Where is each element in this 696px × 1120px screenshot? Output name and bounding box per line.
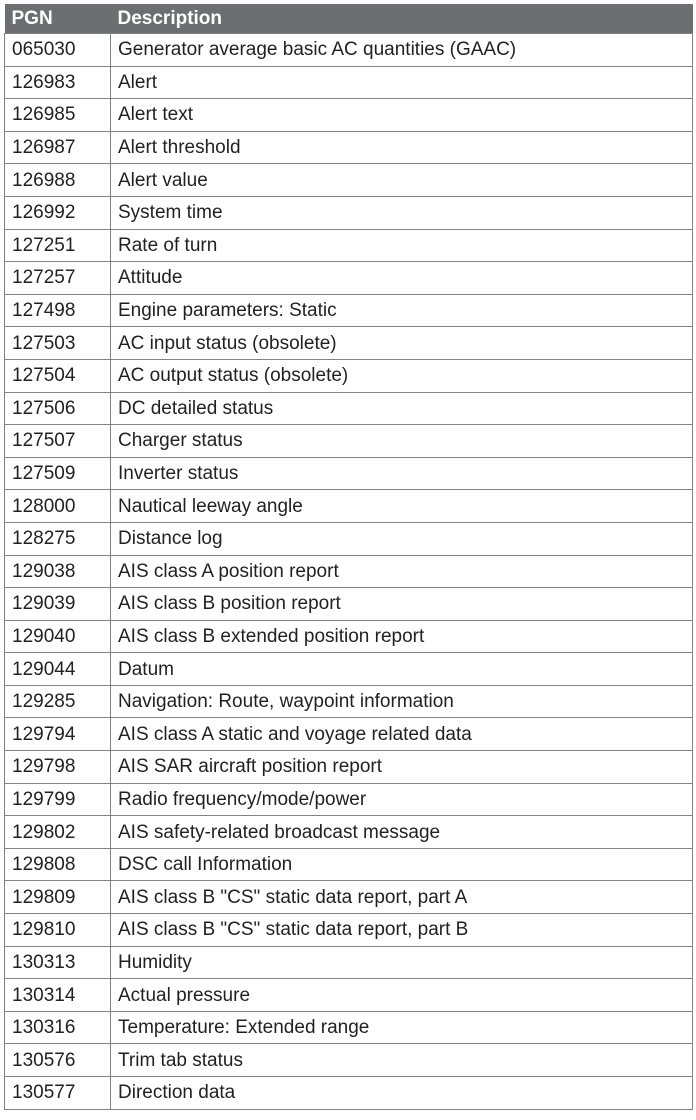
- description-cell: AIS SAR aircraft position report: [111, 751, 693, 784]
- header-description: Description: [111, 4, 693, 34]
- table-row: [5, 294, 693, 327]
- pgn-cell: 126987: [5, 131, 111, 164]
- description-cell: AC output status (obsolete): [111, 359, 693, 392]
- table-row: [5, 588, 693, 621]
- description-cell: AIS safety-related broadcast message: [111, 816, 693, 849]
- table-row: [5, 620, 693, 653]
- description-cell: Rate of turn: [111, 229, 693, 262]
- description-cell: Engine parameters: Static: [111, 294, 693, 327]
- description-cell: System time: [111, 196, 693, 229]
- description-cell: AC input status (obsolete): [111, 327, 693, 360]
- table-row: [5, 66, 693, 99]
- pgn-cell: 129810: [5, 914, 111, 947]
- description-cell: AIS class A position report: [111, 555, 693, 588]
- table-row: [5, 1077, 693, 1110]
- table-row: [5, 914, 693, 947]
- description-cell: Humidity: [111, 946, 693, 979]
- description-cell: Distance log: [111, 522, 693, 555]
- pgn-cell: 127509: [5, 457, 111, 490]
- table-row: [5, 425, 693, 458]
- table-body: [5, 34, 693, 1110]
- table-row: [5, 653, 693, 686]
- pgn-cell: 130314: [5, 979, 111, 1012]
- table-row: [5, 848, 693, 881]
- description-cell: Direction data: [111, 1077, 693, 1110]
- pgn-cell: 127504: [5, 359, 111, 392]
- description-cell: DSC call Information: [111, 848, 693, 881]
- table-row: [5, 392, 693, 425]
- description-cell: Radio frequency/mode/power: [111, 783, 693, 816]
- description-cell: AIS class B "CS" static data report, part A: [111, 881, 693, 914]
- pgn-cell: 129285: [5, 685, 111, 718]
- pgn-cell: 129040: [5, 620, 111, 653]
- description-cell: Alert value: [111, 164, 693, 197]
- pgn-cell: 128275: [5, 522, 111, 555]
- description-cell: Temperature: Extended range: [111, 1011, 693, 1044]
- table-row: [5, 751, 693, 784]
- table-row: [5, 164, 693, 197]
- pgn-cell: 128000: [5, 490, 111, 523]
- description-cell: Inverter status: [111, 457, 693, 490]
- pgn-cell: 129802: [5, 816, 111, 849]
- pgn-cell: 065030: [5, 34, 111, 67]
- header-pgn: PGN: [5, 4, 111, 34]
- description-cell: Alert threshold: [111, 131, 693, 164]
- description-cell: Navigation: Route, waypoint information: [111, 685, 693, 718]
- pgn-cell: 127257: [5, 262, 111, 295]
- table-row: [5, 946, 693, 979]
- table-row: [5, 359, 693, 392]
- description-cell: Trim tab status: [111, 1044, 693, 1077]
- table-row: [5, 522, 693, 555]
- pgn-cell: 127503: [5, 327, 111, 360]
- pgn-cell: 129799: [5, 783, 111, 816]
- description-cell: Alert text: [111, 99, 693, 132]
- pgn-cell: 129809: [5, 881, 111, 914]
- table-row: [5, 979, 693, 1012]
- pgn-cell: 127498: [5, 294, 111, 327]
- description-cell: AIS class A static and voyage related data: [111, 718, 693, 751]
- table-row: [5, 718, 693, 751]
- pgn-cell: 129044: [5, 653, 111, 686]
- pgn-cell: 129808: [5, 848, 111, 881]
- table-row: [5, 685, 693, 718]
- pgn-cell: 130576: [5, 1044, 111, 1077]
- pgn-cell: 129039: [5, 588, 111, 621]
- pgn-cell: 129798: [5, 751, 111, 784]
- description-cell: Generator average basic AC quantities (GAAC): [111, 34, 693, 67]
- table-row: [5, 196, 693, 229]
- table-row: [5, 327, 693, 360]
- table-row: [5, 555, 693, 588]
- table-row: [5, 816, 693, 849]
- pgn-cell: 129794: [5, 718, 111, 751]
- description-cell: DC detailed status: [111, 392, 693, 425]
- table-row: [5, 99, 693, 132]
- table-row: [5, 34, 693, 67]
- description-cell: Actual pressure: [111, 979, 693, 1012]
- description-cell: Nautical leeway angle: [111, 490, 693, 523]
- table-header: [5, 4, 693, 34]
- header-row: [5, 4, 693, 34]
- table-row: [5, 229, 693, 262]
- pgn-cell: 127506: [5, 392, 111, 425]
- pgn-cell: 130577: [5, 1077, 111, 1110]
- pgn-cell: 126983: [5, 66, 111, 99]
- pgn-cell: 130316: [5, 1011, 111, 1044]
- table-row: [5, 881, 693, 914]
- description-cell: AIS class B extended position report: [111, 620, 693, 653]
- pgn-cell: 127507: [5, 425, 111, 458]
- pgn-cell: 130313: [5, 946, 111, 979]
- table-row: [5, 1044, 693, 1077]
- description-cell: Datum: [111, 653, 693, 686]
- pgn-cell: 126992: [5, 196, 111, 229]
- table-row: [5, 490, 693, 523]
- table-row: [5, 457, 693, 490]
- pgn-cell: 126985: [5, 99, 111, 132]
- description-cell: AIS class B position report: [111, 588, 693, 621]
- description-cell: Charger status: [111, 425, 693, 458]
- table-row: [5, 131, 693, 164]
- pgn-cell: 129038: [5, 555, 111, 588]
- description-cell: Attitude: [111, 262, 693, 295]
- table-row: [5, 262, 693, 295]
- pgn-table: [4, 4, 693, 1110]
- description-cell: AIS class B "CS" static data report, part B: [111, 914, 693, 947]
- pgn-cell: 127251: [5, 229, 111, 262]
- description-cell: Alert: [111, 66, 693, 99]
- table-row: [5, 1011, 693, 1044]
- table-row: [5, 783, 693, 816]
- pgn-cell: 126988: [5, 164, 111, 197]
